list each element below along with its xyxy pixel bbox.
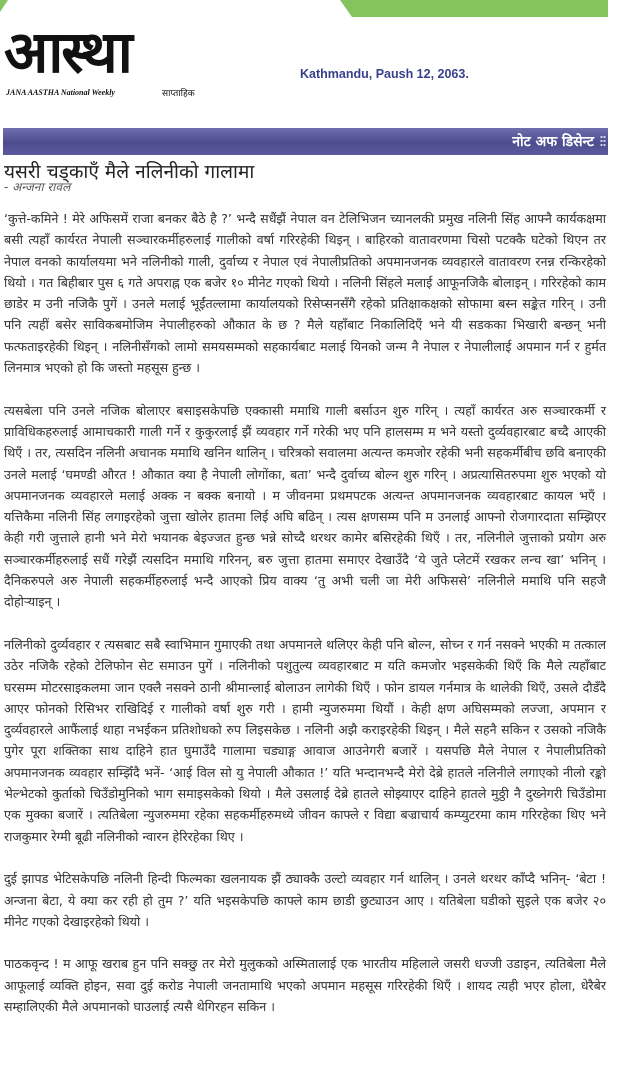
header-decoration [0,0,8,12]
paragraph: नलिनीको दुर्व्यवहार र त्यसबाट सबै स्वाभिमान गुमाएकी तथा अपमानले थलिएर केही पनि बोल्न, सोच्न र गर्न नसक्ने भएकी म तत्काल उठेर नजिकै रहेको टेलिफोन सेट समाउन पुगें । नलिनीको पशुतुल्य व्यवहारबाट म यति कमजोर भइसकेकी थिएँ कि मैले त्यहाँबाट घरसम्म मोटरसाइकलमा जान एक्लै नसक्ने ठानी श्रीमान्लाई बोलाउन लागेकी थिएँ । फोन डायल गर्नमात्र के थालेकी थिएँ, उसले दौडँदै आएर फोनको रिसिभर राखिदिई र गालीको वर्षा शुरु गरी । हामी न्युजरुममा थियौं । केही क्षण अघिसम्मको लज्जा, अपमान र दुर्व्यवहारले आफैंलाई थाहा नभईकन प्रतिशोधको रुप लिइसकेछ । नलिनी अझै कराइरहेकी थिइन् । मैले सहनै सकिन र उसको नजिकै पुगेर पूरा शक्तिका साथ दाहिने हात घुमाउँदै गालामा चड्याङ्ग आवाज आउनेगरी बजारें । यसपछि मैले नेपाल र नेपालीप्रतिको अपमानजनक व्यवहार सम्झिँदै भनें- ‘आई विल सो यु नेपाली औकात !’ यति भन्दानभन्दै मेरो देब्रे हातले नलिनीले लगाएको नीलो रङ्को भेल्भेटको कुर्ताको चिउँडोमुनिको भाग समाइसकेको थियो । मैले उसलाई देब्रे हातले सोझ्याएर दाहिने हातले मुठ्ठी नै दुख्नेगरी चिउँडोमा एक मुक्का बजारें । त्यतिबेला न्युजरुममा रहेका सहकर्मीहरुमध्ये जीवन काफ्ले र विद्या बज्राचार्य कम्प्युटरमा काम गरिरहेका थिए भने राजकुमार रेग्मी बूढी नलिनीको न्वारन हेरिरहेका थिए । [4,636,606,844]
logo[interactable] [4,18,196,104]
section-label: नोट अफ डिसेन्ट [512,134,594,150]
paragraph: दुई झापड भेटिसकेपछि नलिनी हिन्दी फिल्मका खलनायक झैं ठ्याक्कै उल्टो व्यवहार गर्न थालिन् । उनले थरथर काँप्दै भनिन्- ‘बेटा ! अन्जना बेटा, ये क्या कर रही हो तुम ?’ यति भइसकेपछि काफ्ले काम छाडी छुट्याउन आए । यतिबेला घडीको सुइले एक बजेर २० मीनेट गएको देखाइरहेको थियो । [4,871,606,929]
paragraph: त्यसबेला पनि उनले नजिक बोलाएर बसाइसकेपछि एक्कासी ममाथि गाली बर्साउन शुरु गरिन् । त्यहाँ कार्यरत अरु सञ्चारकर्मी र प्राविधिकहरुलाई आमाचकारी गाली गर्ने र कुकुरलाई झैं व्यवहार गर्ने गरेकी भए पनि हालसम्म म भने यस्तो दुर्व्यवहारबाट बच्दै आएकी थिएँ । तर, त्यसदिन नलिनी अचानक ममाथि खनिन थालिन् । चरित्रको सवालमा अत्यन्त कमजोर रहेकी भनी सहकर्मीबीच छवि बनाएकी उनले मलाई ‘घमण्डी औरत ! औकात क्या है नेपाली लोगोंका, बता’ भन्दै दुर्वाच्य बोल्न शुरु गरिन् । अप्रत्यासितरुपमा शुरु भएको यो अपमानजनक व्यवहारले मलाई अक्क न बक्क बनायो । म जीवनमा प्रथमपटक अत्यन्त अपमानजनक व्यवहारबाट कायल भएँ । यत्तिकैमा नलिनी सिंह लगाइरहेको जुत्ता खोलेर हातमा लिई अघि बढिन् । त्यस क्षणसम्म पनि म उनलाई आफ्नो रोजगारदाता सम्झिएर केही गरी जुत्ताले हानी भने मेरो भयानक बेइज्जत हुन्छ भन्ने सोच्दै थरथर कामेर बसिरहेकी थिएँ । तर, नलिनीले जुत्ताको प्रयोग अरु सञ्चारकर्मीहरुलाई सधैं गरेझैं त्यसदिन ममाथि गरिनन्, बरु जुत्ता हातमा समाएर देखाउँदै ‘ये जुते प्लेटमें रखकर लन्च खा’ भनिन् । दैनिकरुपले अरु नेपाली सहकर्मीहरुलाई भन्दै आएको प्रिय वाक्य ‘तु अभी चली जा मेरी अफिससे’ नलिनीले ममाथि पनि सहजै दोहोर्‍याइन् । [4,402,606,610]
paragraph: ‘कुत्ते-कमिने ! मेरे अफिसमें राजा बनकर बैठे है ?’ भन्दै सधैंझैं नेपाल वन टेलिभिजन च्यानलकी प्रमुख नलिनी सिंह आफ्नै कार्यकक्षमा बसी त्यहाँ कार्यरत नेपाली सञ्चारकर्मीहरुलाई गालीको वर्षा गरिरहेकी थिइन् । बाहिरको वातावरणमा चिसो पटक्कै घटेको थिएन तर नेपाल वनको कार्यालयमा भने नलिनीको गाली, दुर्वाच्य र नेपाल एवं नेपालीप्रतिको अपमानजनक व्यवहारले वातावरण रनन्न रन्किरहेको थियो । गत बिहीबार पुस ६ गते अपराह्न एक बजेर १० मीनेट गएको थियो । नलिनी सिंहले मलाई आफूनजिकै बोलाइन् । गरिरहेको काम छाडेर म उनी नजिकै पुगें । उनले मलाई भूईंतल्लामा कार्यालयको रिसेप्सनसँगै रहेको प्रतिक्षाकक्षको सोफामा बस्न सङ्केत गरिन् । उनी पनि त्यहीं बसेर साविकबमोजिम नेपालीहरुको औकात के छ ? मैले यहाँबाट निकालिदिएँ भने यी सडकका भिखारी बन्छन् भनी फत्फताइरहेकी थिइन् । नलिनीसँगको लामो समयसम्मको सहकार्यबाट मलाई यिनको जन्म नै नेपाल र नेपालीलाई अपमान गर्न र हुर्मत लिनमात्र भएको हो कि जस्तो महसूस हुन्छ । [4,211,606,376]
article-body [4,208,606,1039]
article-title: यसरी चड्काएँ मैले नलिनीको गालामा [4,161,255,183]
header-green-bar [340,0,608,17]
logo-subtitle: JANA AASTHA National Weekly [6,88,115,97]
section-bar [3,128,608,155]
paragraph: पाठकवृन्द ! म आफू खराब हुन पनि सक्छु तर मेरो मुलुकको अस्मितालाई एक भारतीय महिलाले जसरी धज्जी उडाइन, त्यतिबेला मैले आफूलाई व्यक्ति होइन, सवा दुई करोड नेपाली जनतामाथि भएको अपमान महसूस गरिरहेकी थिएँ । शायद त्यही भएर होला, धेरैबेर सम्हालिएकी मैले अपमानको घाउलाई त्यसै थेगिरहन सकिन । [4,956,606,1014]
article-byline: - अन्जना रावल [4,180,71,194]
logo-weekly-label: साप्ताहिक [162,89,195,99]
dots-icon [600,135,606,147]
logo-mark: आस्था [4,18,131,86]
dateline: Kathmandu, Paush 12, 2063. [300,67,469,81]
